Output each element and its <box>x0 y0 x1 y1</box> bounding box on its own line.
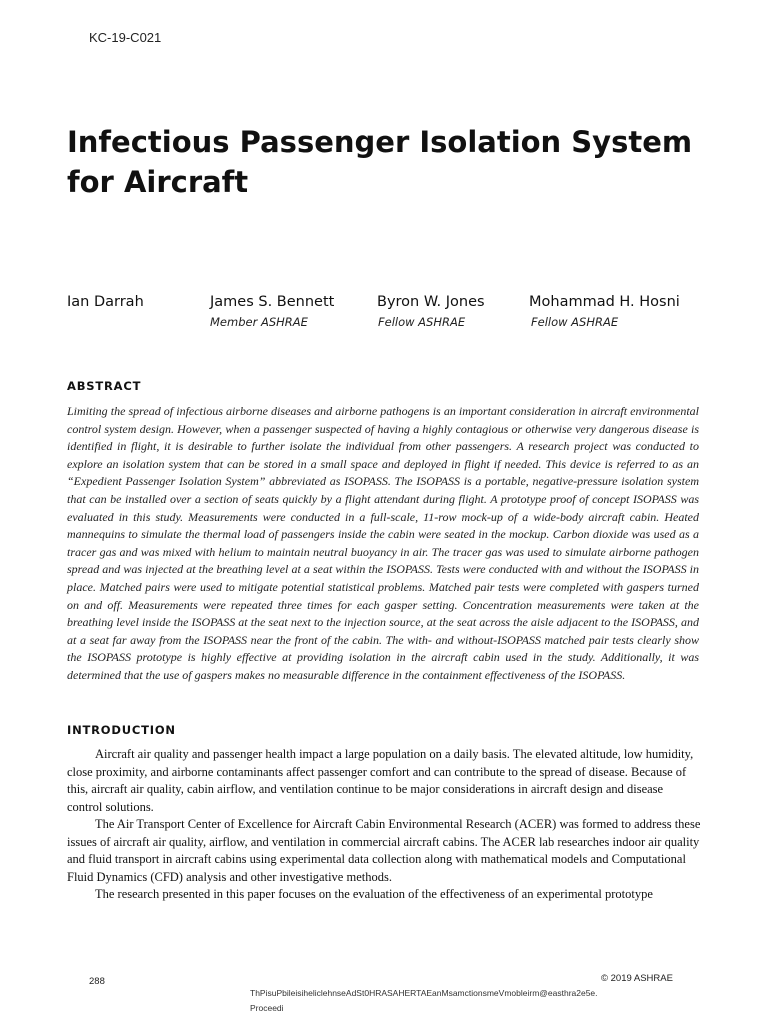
paper-title: Infectious Passenger Isolation System for Aircraft <box>67 125 693 199</box>
publication-notice-continued: Proceedi <box>250 1003 284 1013</box>
publication-notice-line: ThPisuPbileisiheliclehnseAdSt0HRASAHERTAEanMsamctionsmeVmobleirm@easthra2e5e. <box>250 988 598 998</box>
author-name: James S. Bennett <box>210 294 335 310</box>
abstract-heading: ABSTRACT <box>67 379 142 393</box>
author-affiliation: Fellow ASHRAE <box>378 315 466 329</box>
author-affiliation: Member ASHRAE <box>210 315 308 329</box>
page-number: 288 <box>89 976 105 987</box>
author-name: Ian Darrah <box>67 294 144 310</box>
document-id: KC-19-C021 <box>89 30 162 45</box>
author-name: Mohammad H. Hosni <box>529 294 680 310</box>
author-name: Byron W. Jones <box>377 294 485 310</box>
abstract-text: Limiting the spread of infectious airborne diseases and airborne pathogens is an important consideration in aircraft environmental control system design. However, when a passenger suspected of having a highly contagious or otherwise very dangerous disease is identified in flight, it is desirable to further isolate the individual from other passengers. A research project was conducted to explore an isolation system that can be stored in a small space and deployed in flight if needed. This device is referred to as an “Expedient Passenger Isolation System” abbreviated as ISOPASS. The ISOPASS is a portable, negative-pressure isolation system that can be installed over a section of seats quickly by a flight attendant during flight. A prototype proof of concept ISOPASS was evaluated in this study. Measurements were conducted in a full-scale, 11-row mock-up of a wide-body aircraft cabin. Heated mannequins to simulate the thermal load of passengers inside the cabin were seated in the mockup. Carbon dioxide was used as a tracer gas and was mixed with helium to maintain neutral buoyancy in air. The tracer gas was used to simulate airborne pathogen spread and was injected at the breathing level at a seat within the ISOPASS. Tests were conducted with and without the ISOPASS in place. Matched pairs were used to mitigate potential statistical problems. Matched pair tests were completed with gaspers turned on and off. Measurements were repeated three times for each gasper setting. Concentration measurements were taken at the breathing level inside the ISOPASS at the seat next to the injection source, at the seat across the aisle adjacent to the ISOPASS, and at a seat far away from the ISOPASS near the front of the cabin. The with- and without-ISOPASS matched pair tests clearly show the ISOPASS prototype is highly effective at providing isolation in the aircraft cabin used in the study. Additionally, it was determined that the use of gaspers makes no measurable difference in the containment effectiveness of the ISOPASS. <box>67 404 699 682</box>
body-paragraph: Aircraft air quality and passenger health impact a large population on a daily basis. The elevated altitude, low humidity, close proximity, and airborne contaminants affect passenger comfort and can contribute to the spread of disease. Because of this, aircraft air quality, cabin airflow, and ventilation continue to be major considerations in aircraft design and disease control solutions. <box>67 747 694 814</box>
copyright-notice: © 2019 ASHRAE <box>601 973 673 984</box>
introduction-body <box>67 746 701 904</box>
publication-notice <box>250 988 690 998</box>
body-paragraph: The Air Transport Center of Excellence for Aircraft Cabin Environmental Research (ACER) was formed to address these issues of aircraft air quality, airflow, and ventilation in commercial aircraft cabins. The ACER lab researches indoor air quality and fluid transport in aircraft cabins using experimental data collection along with mathematical models and Computational Fluid Dynamics (CFD) analysis and other investigative methods. <box>67 817 701 884</box>
body-paragraph: The research presented in this paper focuses on the evaluation of the effectiveness of an experimental prototype <box>95 887 653 901</box>
introduction-heading: INTRODUCTION <box>67 723 176 737</box>
author-affiliation: Fellow ASHRAE <box>531 315 619 329</box>
